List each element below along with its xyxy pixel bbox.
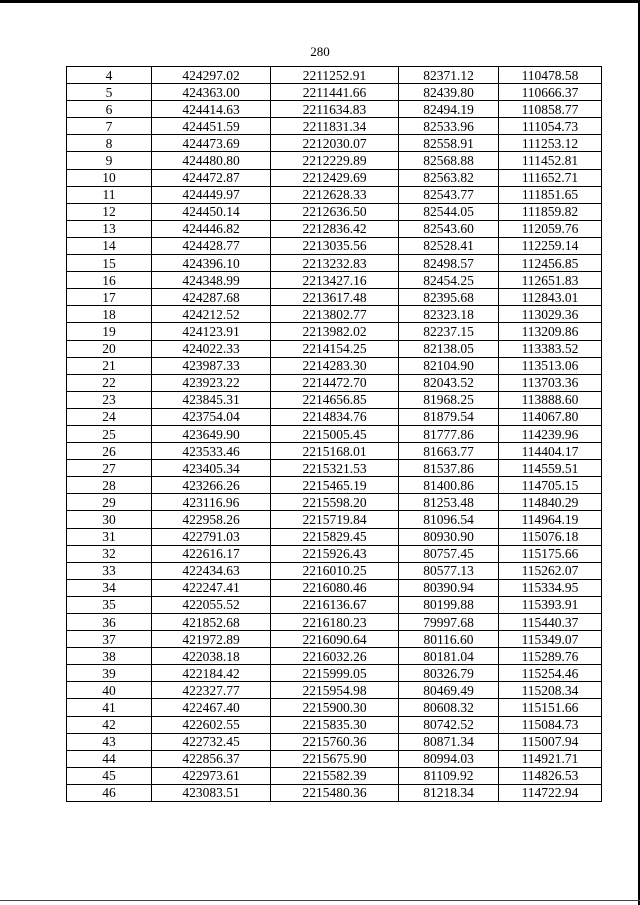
- table-row: [67, 665, 602, 682]
- coordinate-cell: 113209.86: [499, 323, 602, 340]
- coordinate-cell: 423083.51: [152, 784, 271, 801]
- coordinate-cell: 424297.02: [152, 67, 271, 84]
- table-row: [67, 186, 602, 203]
- row-number-cell: 29: [67, 494, 152, 511]
- table-row: [67, 443, 602, 460]
- table-row: [67, 699, 602, 716]
- coordinate-cell: 423923.22: [152, 374, 271, 391]
- coordinate-cell: 115175.66: [499, 545, 602, 562]
- coordinate-cell: 82544.05: [399, 203, 499, 220]
- coordinate-cell: 421852.68: [152, 614, 271, 631]
- row-number-cell: 15: [67, 255, 152, 272]
- coordinate-cell: 80930.90: [399, 528, 499, 545]
- table-row: [67, 631, 602, 648]
- row-number-cell: 40: [67, 682, 152, 699]
- row-number-cell: 11: [67, 186, 152, 203]
- coordinate-cell: 423266.26: [152, 477, 271, 494]
- row-number-cell: 35: [67, 596, 152, 613]
- coordinate-cell: 421972.89: [152, 631, 271, 648]
- table-row: [67, 682, 602, 699]
- coordinate-cell: 114559.51: [499, 460, 602, 477]
- coordinate-cell: 112456.85: [499, 255, 602, 272]
- coordinate-cell: 82395.68: [399, 289, 499, 306]
- coordinate-cell: 423405.34: [152, 460, 271, 477]
- row-number-cell: 33: [67, 562, 152, 579]
- coordinate-cell: 2214834.76: [271, 408, 399, 425]
- row-number-cell: 21: [67, 357, 152, 374]
- coordinate-cell: 80326.79: [399, 665, 499, 682]
- coordinate-cell: 2211441.66: [271, 84, 399, 101]
- row-number-cell: 25: [67, 425, 152, 442]
- table-row: [67, 716, 602, 733]
- coordinate-cell: 422791.03: [152, 528, 271, 545]
- row-number-cell: 9: [67, 152, 152, 169]
- coordinate-cell: 2216010.25: [271, 562, 399, 579]
- coordinate-cell: 112843.01: [499, 289, 602, 306]
- table-row: [67, 84, 602, 101]
- coordinate-cell: 422616.17: [152, 545, 271, 562]
- coordinate-cell: 82494.19: [399, 101, 499, 118]
- coordinate-cell: 81400.86: [399, 477, 499, 494]
- row-number-cell: 30: [67, 511, 152, 528]
- coordinate-cell: 424022.33: [152, 340, 271, 357]
- coordinate-cell: 2212628.33: [271, 186, 399, 203]
- row-number-cell: 19: [67, 323, 152, 340]
- row-number-cell: 38: [67, 648, 152, 665]
- table-row: [67, 152, 602, 169]
- row-number-cell: 37: [67, 631, 152, 648]
- coordinate-cell: 114840.29: [499, 494, 602, 511]
- row-number-cell: 42: [67, 716, 152, 733]
- row-number-cell: 20: [67, 340, 152, 357]
- row-number-cell: 10: [67, 169, 152, 186]
- row-number-cell: 39: [67, 665, 152, 682]
- coordinate-cell: 424123.91: [152, 323, 271, 340]
- coordinate-cell: 81096.54: [399, 511, 499, 528]
- table-row: [67, 614, 602, 631]
- coordinate-cell: 424451.59: [152, 118, 271, 135]
- row-number-cell: 17: [67, 289, 152, 306]
- coordinate-cell: 2212636.50: [271, 203, 399, 220]
- coordinate-cell: 424348.99: [152, 272, 271, 289]
- table-row: [67, 750, 602, 767]
- row-number-cell: 27: [67, 460, 152, 477]
- coordinate-cell: 2213617.48: [271, 289, 399, 306]
- table-row: [67, 494, 602, 511]
- coordinate-cell: 82533.96: [399, 118, 499, 135]
- row-number-cell: 4: [67, 67, 152, 84]
- coordinate-cell: 80742.52: [399, 716, 499, 733]
- row-number-cell: 41: [67, 699, 152, 716]
- row-number-cell: 24: [67, 408, 152, 425]
- row-number-cell: 32: [67, 545, 152, 562]
- coordinate-cell: 424450.14: [152, 203, 271, 220]
- coordinate-cell: 2215321.53: [271, 460, 399, 477]
- coordinate-cell: 82237.15: [399, 323, 499, 340]
- table-row: [67, 101, 602, 118]
- coordinate-cell: 115289.76: [499, 648, 602, 665]
- coordinate-cell: 2211831.34: [271, 118, 399, 135]
- coordinate-cell: 2212229.89: [271, 152, 399, 169]
- coordinate-cell: 80199.88: [399, 596, 499, 613]
- coordinate-cell: 114239.96: [499, 425, 602, 442]
- coordinate-cell: 80390.94: [399, 579, 499, 596]
- coordinate-cell: 80469.49: [399, 682, 499, 699]
- coordinate-cell: 2214283.30: [271, 357, 399, 374]
- table-row: [67, 220, 602, 237]
- coordinate-cell: 2211252.91: [271, 67, 399, 84]
- coordinate-cell: 423987.33: [152, 357, 271, 374]
- coordinate-cell: 115084.73: [499, 716, 602, 733]
- coordinate-cell: 2214154.25: [271, 340, 399, 357]
- coordinate-cell: 82528.41: [399, 237, 499, 254]
- coordinate-cell: 424212.52: [152, 306, 271, 323]
- coordinate-cell: 82138.05: [399, 340, 499, 357]
- table-row: [67, 545, 602, 562]
- coordinate-cell: 113703.36: [499, 374, 602, 391]
- coordinate-cell: 2214656.85: [271, 391, 399, 408]
- coordinate-cell: 2213035.56: [271, 237, 399, 254]
- coordinate-cell: 2216090.64: [271, 631, 399, 648]
- row-number-cell: 18: [67, 306, 152, 323]
- coordinate-cell: 111652.71: [499, 169, 602, 186]
- coordinate-cell: 424414.63: [152, 101, 271, 118]
- coordinate-cell: 2211634.83: [271, 101, 399, 118]
- coordinate-cell: 81777.86: [399, 425, 499, 442]
- row-number-cell: 6: [67, 101, 152, 118]
- coordinate-cell: 424287.68: [152, 289, 271, 306]
- coordinate-cell: 82439.80: [399, 84, 499, 101]
- row-number-cell: 46: [67, 784, 152, 801]
- table-row: [67, 255, 602, 272]
- table-row: [67, 306, 602, 323]
- table-row: [67, 562, 602, 579]
- coordinate-cell: 422958.26: [152, 511, 271, 528]
- coordinate-cell: 81537.86: [399, 460, 499, 477]
- row-number-cell: 12: [67, 203, 152, 220]
- coordinate-cell: 111859.82: [499, 203, 602, 220]
- row-number-cell: 28: [67, 477, 152, 494]
- table-row: [67, 237, 602, 254]
- coordinate-cell: 81218.34: [399, 784, 499, 801]
- coordinate-cell: 111054.73: [499, 118, 602, 135]
- coordinate-cell: 115208.34: [499, 682, 602, 699]
- coordinate-cell: 2215954.98: [271, 682, 399, 699]
- coordinate-cell: 113029.36: [499, 306, 602, 323]
- table-row: [67, 272, 602, 289]
- coordinate-cell: 422247.41: [152, 579, 271, 596]
- table-row: [67, 391, 602, 408]
- coordinate-cell: 2215582.39: [271, 767, 399, 784]
- coordinate-cell: 424449.97: [152, 186, 271, 203]
- coordinate-cell: 2213982.02: [271, 323, 399, 340]
- coordinate-cell: 424473.69: [152, 135, 271, 152]
- coordinate-cell: 2213427.16: [271, 272, 399, 289]
- coordinate-cell: 82563.82: [399, 169, 499, 186]
- row-number-cell: 13: [67, 220, 152, 237]
- table-row: [67, 477, 602, 494]
- table-row: [67, 579, 602, 596]
- coordinate-cell: 82543.77: [399, 186, 499, 203]
- page-number: 280: [310, 44, 330, 59]
- coordinate-cell: 111253.12: [499, 135, 602, 152]
- table-row: [67, 289, 602, 306]
- coordinate-cell: 2215598.20: [271, 494, 399, 511]
- coordinate-cell: 424472.87: [152, 169, 271, 186]
- row-number-cell: 14: [67, 237, 152, 254]
- coordinate-cell: 115393.91: [499, 596, 602, 613]
- coordinate-cell: 422327.77: [152, 682, 271, 699]
- coordinate-cell: 422434.63: [152, 562, 271, 579]
- coordinate-cell: 2216136.67: [271, 596, 399, 613]
- coordinate-cell: 423845.31: [152, 391, 271, 408]
- coordinate-cell: 114826.53: [499, 767, 602, 784]
- coordinate-cell: 114404.17: [499, 443, 602, 460]
- row-number-cell: 26: [67, 443, 152, 460]
- coordinate-cell: 2213802.77: [271, 306, 399, 323]
- table-row: [67, 460, 602, 477]
- table-row: [67, 596, 602, 613]
- coordinate-cell: 422732.45: [152, 733, 271, 750]
- coordinate-cell: 2215900.30: [271, 699, 399, 716]
- coordinate-cell: 111851.65: [499, 186, 602, 203]
- coordinate-cell: 2215005.45: [271, 425, 399, 442]
- coordinate-cell: 82323.18: [399, 306, 499, 323]
- coordinate-cell: 423649.90: [152, 425, 271, 442]
- coordinate-cell: 81109.92: [399, 767, 499, 784]
- row-number-cell: 43: [67, 733, 152, 750]
- coordinate-cell: 114964.19: [499, 511, 602, 528]
- coordinate-cell: 80994.03: [399, 750, 499, 767]
- coordinate-cell: 82558.91: [399, 135, 499, 152]
- coordinate-cell: 423533.46: [152, 443, 271, 460]
- coordinate-cell: 80871.34: [399, 733, 499, 750]
- coordinate-cell: 422055.52: [152, 596, 271, 613]
- coordinate-cell: 110858.77: [499, 101, 602, 118]
- coordinate-cell: 2215465.19: [271, 477, 399, 494]
- row-number-cell: 7: [67, 118, 152, 135]
- coordinate-cell: 112259.14: [499, 237, 602, 254]
- coordinate-cell: 424396.10: [152, 255, 271, 272]
- row-number-cell: 31: [67, 528, 152, 545]
- coordinate-cell: 110478.58: [499, 67, 602, 84]
- coordinate-cell: 114067.80: [499, 408, 602, 425]
- table-row: [67, 357, 602, 374]
- coordinate-cell: 81879.54: [399, 408, 499, 425]
- table-row: [67, 648, 602, 665]
- coordinate-cell: 422038.18: [152, 648, 271, 665]
- coordinate-cell: 422467.40: [152, 699, 271, 716]
- coordinate-cell: 424446.82: [152, 220, 271, 237]
- row-number-cell: 22: [67, 374, 152, 391]
- coordinate-cell: 2216080.46: [271, 579, 399, 596]
- coordinate-cell: 423754.04: [152, 408, 271, 425]
- page-border-bottom: [0, 900, 640, 901]
- row-number-cell: 16: [67, 272, 152, 289]
- table-row: [67, 425, 602, 442]
- table-row: [67, 135, 602, 152]
- table-row: [67, 203, 602, 220]
- coordinate-cell: 423116.96: [152, 494, 271, 511]
- table-row: [67, 408, 602, 425]
- row-number-cell: 44: [67, 750, 152, 767]
- coordinate-cell: 81968.25: [399, 391, 499, 408]
- coordinate-cell: 115262.07: [499, 562, 602, 579]
- coordinate-cell: 113513.06: [499, 357, 602, 374]
- coordinate-cell: 115151.66: [499, 699, 602, 716]
- coordinate-cell: 82454.25: [399, 272, 499, 289]
- coordinate-cell: 2215480.36: [271, 784, 399, 801]
- coordinate-cell: 81663.77: [399, 443, 499, 460]
- coordinate-cell: 115007.94: [499, 733, 602, 750]
- coordinate-cell: 2212836.42: [271, 220, 399, 237]
- coordinate-cell: 80757.45: [399, 545, 499, 562]
- coordinate-cell: 2215675.90: [271, 750, 399, 767]
- coordinate-cell: 422973.61: [152, 767, 271, 784]
- table-row: [67, 169, 602, 186]
- coordinate-cell: 113888.60: [499, 391, 602, 408]
- coordinate-cell: 424428.77: [152, 237, 271, 254]
- coordinate-cell: 2215719.84: [271, 511, 399, 528]
- coordinate-cell: 81253.48: [399, 494, 499, 511]
- coordinate-cell: 79997.68: [399, 614, 499, 631]
- coordinate-cell: 115349.07: [499, 631, 602, 648]
- table-row: [67, 118, 602, 135]
- coordinate-cell: 2215835.30: [271, 716, 399, 733]
- coordinate-cell: 424480.80: [152, 152, 271, 169]
- coordinate-cell: 115254.46: [499, 665, 602, 682]
- coordinate-cell: 82104.90: [399, 357, 499, 374]
- table-row: [67, 733, 602, 750]
- coordinates-table-body: [67, 67, 602, 802]
- table-row: [67, 340, 602, 357]
- page-border-top: [0, 0, 640, 3]
- table-row: [67, 323, 602, 340]
- coordinate-cell: 2212030.07: [271, 135, 399, 152]
- coordinate-cell: 2212429.69: [271, 169, 399, 186]
- coordinate-cell: 112059.76: [499, 220, 602, 237]
- coordinate-cell: 115334.95: [499, 579, 602, 596]
- row-number-cell: 8: [67, 135, 152, 152]
- coordinate-cell: 80608.32: [399, 699, 499, 716]
- row-number-cell: 34: [67, 579, 152, 596]
- coordinate-cell: 2215168.01: [271, 443, 399, 460]
- table-row: [67, 528, 602, 545]
- coordinate-cell: 110666.37: [499, 84, 602, 101]
- table-row: [67, 67, 602, 84]
- coordinate-cell: 113383.52: [499, 340, 602, 357]
- coordinate-cell: 82568.88: [399, 152, 499, 169]
- coordinate-cell: 2215829.45: [271, 528, 399, 545]
- coordinate-cell: 82371.12: [399, 67, 499, 84]
- coordinate-cell: 2215926.43: [271, 545, 399, 562]
- coordinate-cell: 80577.13: [399, 562, 499, 579]
- coordinate-cell: 2216180.23: [271, 614, 399, 631]
- coordinate-cell: 82498.57: [399, 255, 499, 272]
- coordinate-cell: 80116.60: [399, 631, 499, 648]
- coordinate-cell: 80181.04: [399, 648, 499, 665]
- table-row: [67, 767, 602, 784]
- coordinate-cell: 422856.37: [152, 750, 271, 767]
- coordinate-cell: 2216032.26: [271, 648, 399, 665]
- coordinate-cell: 2215999.05: [271, 665, 399, 682]
- coordinate-cell: 2214472.70: [271, 374, 399, 391]
- coordinate-cell: 114705.15: [499, 477, 602, 494]
- row-number-cell: 23: [67, 391, 152, 408]
- coordinate-cell: 82543.60: [399, 220, 499, 237]
- coordinate-cell: 114921.71: [499, 750, 602, 767]
- coordinate-cell: 82043.52: [399, 374, 499, 391]
- table-row: [67, 784, 602, 801]
- row-number-cell: 5: [67, 84, 152, 101]
- coordinate-cell: 111452.81: [499, 152, 602, 169]
- coordinate-cell: 114722.94: [499, 784, 602, 801]
- coordinate-cell: 424363.00: [152, 84, 271, 101]
- coordinate-cell: 115076.18: [499, 528, 602, 545]
- coordinate-cell: 2213232.83: [271, 255, 399, 272]
- coordinate-cell: 2215760.36: [271, 733, 399, 750]
- table-row: [67, 374, 602, 391]
- coordinates-table: [66, 66, 602, 802]
- coordinate-cell: 422602.55: [152, 716, 271, 733]
- coordinate-cell: 112651.83: [499, 272, 602, 289]
- row-number-cell: 36: [67, 614, 152, 631]
- coordinate-cell: 115440.37: [499, 614, 602, 631]
- table-row: [67, 511, 602, 528]
- coordinate-cell: 422184.42: [152, 665, 271, 682]
- row-number-cell: 45: [67, 767, 152, 784]
